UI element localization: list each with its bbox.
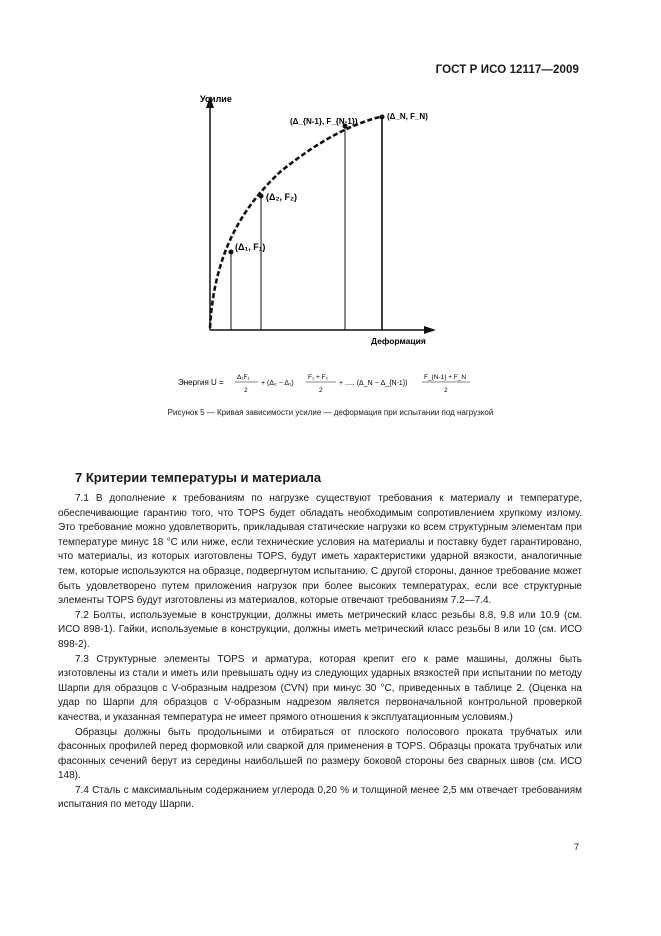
force-deformation-figure	[0, 0, 661, 360]
formula-term1-numerator: Δ₁F₁	[237, 374, 250, 381]
point-marker-n	[380, 115, 385, 120]
formula-term3-numerator: F_{N-1} + F_N	[424, 374, 467, 381]
formula-plus-1: + (Δ₂ − Δ₁)	[261, 380, 294, 387]
y-axis-label: Усилие	[200, 94, 232, 104]
figure-caption: Рисунок 5 — Кривая зависимости усилие — деформация при испытании под нагрузкой	[167, 408, 494, 417]
energy-formula	[178, 368, 478, 400]
point-marker-1	[229, 250, 234, 255]
formula-term2-numerator: F₁ + F₂	[308, 374, 329, 381]
point-marker-2	[259, 194, 264, 199]
paragraph-7-4: 7.4 Сталь с максимальным содержанием углерода 0,20 % и толщиной менее 2,5 мм отвечает требованиям испытания по методу Шарпи.	[58, 784, 582, 811]
force-deformation-curve	[210, 116, 384, 328]
point-label-n-1: (Δ_{N-1}, F_{N-1})	[290, 117, 358, 126]
point-label-1: (Δ₁, F₁)	[235, 242, 266, 252]
point-label-2: (Δ₂, F₂)	[266, 192, 297, 202]
x-axis-arrow	[424, 326, 436, 334]
formula-term2-denominator: 2	[319, 387, 323, 394]
paragraph-7-2: 7.2 Болты, используемые в конструкции, должны иметь метрический класс резьбы 8.8, 9.8 или 10.9 (см. ИСО 898-1). Гайки, используемые в конструкции, должны иметь метрический класс резьбы 8 или 10 (см. ИСО 898-2).	[58, 609, 582, 650]
paragraph-7-3: 7.3 Структурные элементы TOPS и арматура, которая крепит его к раме машины, должны быть изготовлены из стали и иметь или превышать одну из следующих ударных вязкостей при испытании по методу Шарпи для образцов с V-образным надрезом (CVN) при минус 30 °С, приведенных в таблице 2. (Оценка на удар по Шарпи для образцов с V-образным надрезом является первоначальной контрольной проверкой качества, и указанная температура не имеет прямого отношения к эксплуатационным условиям.)	[58, 653, 582, 723]
formula-term1-denominator: 2	[244, 387, 248, 394]
point-label-n: (Δ_N, F_N)	[387, 112, 428, 121]
formula-term3-denominator: 2	[444, 387, 448, 394]
section-heading: 7 Критерии температуры и материала	[75, 470, 322, 485]
page-number: 7	[573, 842, 579, 852]
paragraph-7-1: 7.1 В дополнение к требованиям по нагрузке существуют требования к материалу и температуре, обеспечивающие гарантию того, что TOPS будет обладать необходимым сопротивлением хрупкому излому. Это требование можно удовлетворить, прикладывая статические нагрузки ко всем структурным элементам при температуре минус 18 °С или ниже, если технические условия на материалы и поставку будет гарантировано, что материалы, из которых изготовлены TOPS, будут иметь характеристики ударной вязкости, аналогичные тем, которые используются на образце, подвергнутом испытанию. С другой стороны, данное требование может быть удовлетворено путем приложения нагрузок при более высоких температурах, если все структурные элементы TOPS будут изготовлены из материалов, которые отвечают требованиям 7.2—7.4.	[58, 493, 582, 607]
x-axis-label: Деформация	[371, 336, 426, 346]
formula-prefix: Энергия U =	[178, 378, 224, 387]
section-body	[58, 492, 582, 813]
formula-plus-2: + ..... (Δ_N − Δ_{N-1})	[339, 380, 408, 387]
paragraph-samples: Образцы должны быть продольными и отбираться от плоского полосового проката трубчатых или фасонных профилей перед формовкой или сваркой для применения в TOPS. Образцы проката трубчатых или фасонных сечений берут из середины наибольшей по размеру боковой стороны без сварных швов (см. ИСО 148).	[58, 726, 582, 782]
document-id: ГОСТ Р ИСО 12117—2009	[435, 64, 579, 76]
